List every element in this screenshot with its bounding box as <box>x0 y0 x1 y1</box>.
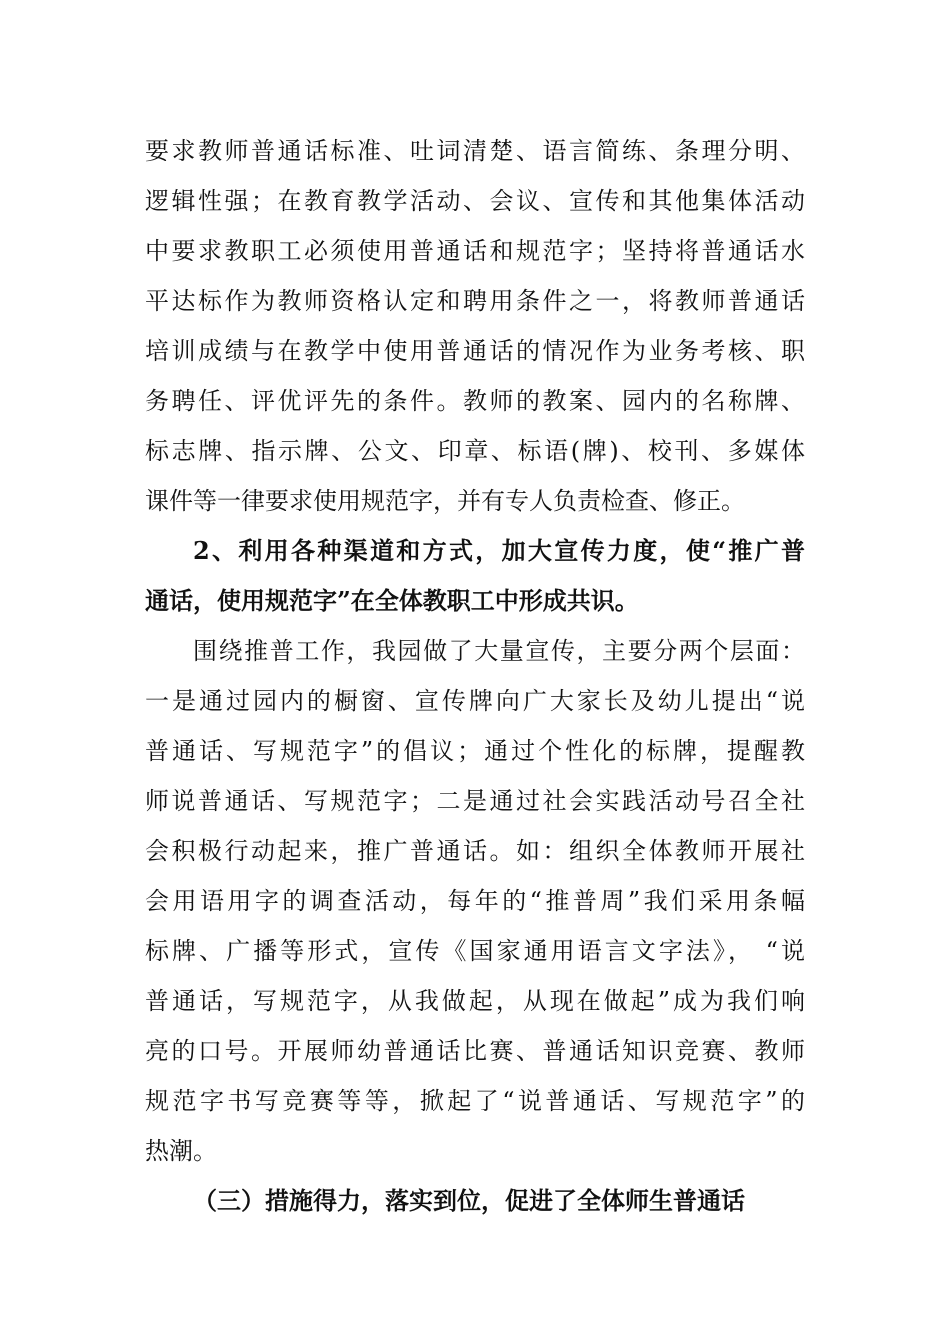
text-line: 标志牌、指示牌、公文、印章、标语(牌)、校刊、多媒体 <box>145 437 805 465</box>
text-line: 中要求教职工必须使用普通话和规范字；坚持将普通话水 <box>145 237 805 265</box>
text-line: 热潮。 <box>145 1137 217 1165</box>
text-line: 逻辑性强；在教育教学活动、会议、宣传和其他集体活动 <box>145 187 805 215</box>
section-heading-publicity <box>145 526 805 626</box>
text-line: 课件等一律要求使用规范字，并有专人负责检查、修正。 <box>145 487 745 515</box>
text-line: 规范字书写竞赛等等，掀起了“说普通话、写规范字”的 <box>145 1087 805 1115</box>
text-line: 一是通过园内的橱窗、宣传牌向广大家长及幼儿提出“说 <box>145 687 805 715</box>
text-line: 务聘任、评优评先的条件。教师的教案、园内的名称牌、 <box>145 387 805 415</box>
text-line: 标牌、广播等形式，宣传《国家通用语言文字法》， “说 <box>145 937 805 965</box>
text-line: 要求教师普通话标准、吐词清楚、语言简练、条理分明、 <box>145 137 805 165</box>
text-line: 会用语用字的调查活动，每年的“推普周”我们采用条幅 <box>145 887 805 915</box>
section-heading-measures <box>145 1176 805 1226</box>
text-line: 围绕推普工作，我园做了大量宣传，主要分两个层面： <box>193 637 805 665</box>
text-line: 师说普通话、写规范字；二是通过社会实践活动号召全社 <box>145 787 805 815</box>
heading-line: 通话，使用规范字”在全体教职工中形成共识。 <box>145 586 639 615</box>
text-line: 培训成绩与在教学中使用普通话的情况作为业务考核、职 <box>145 337 805 365</box>
text-line: 普通话、写规范字”的倡议；通过个性化的标牌，提醒教 <box>145 737 805 765</box>
text-line: 普通话，写规范字，从我做起，从现在做起”成为我们响 <box>145 987 805 1015</box>
heading-line: （三）措施得力，落实到位，促进了全体师生普通话 <box>193 1186 745 1215</box>
text-line: 亮的口号。开展师幼普通话比赛、普通话知识竞赛、教师 <box>145 1037 805 1065</box>
text-line: 会积极行动起来，推广普通话。如：组织全体教师开展社 <box>145 837 805 865</box>
paragraph-publicity-activities <box>145 626 805 1176</box>
paragraph-language-requirements <box>145 126 805 526</box>
document-page <box>145 126 805 1226</box>
text-line: 平达标作为教师资格认定和聘用条件之一，将教师普通话 <box>145 287 805 315</box>
heading-line: 2、利用各种渠道和方式，加大宣传力度，使“推广普 <box>193 536 805 565</box>
